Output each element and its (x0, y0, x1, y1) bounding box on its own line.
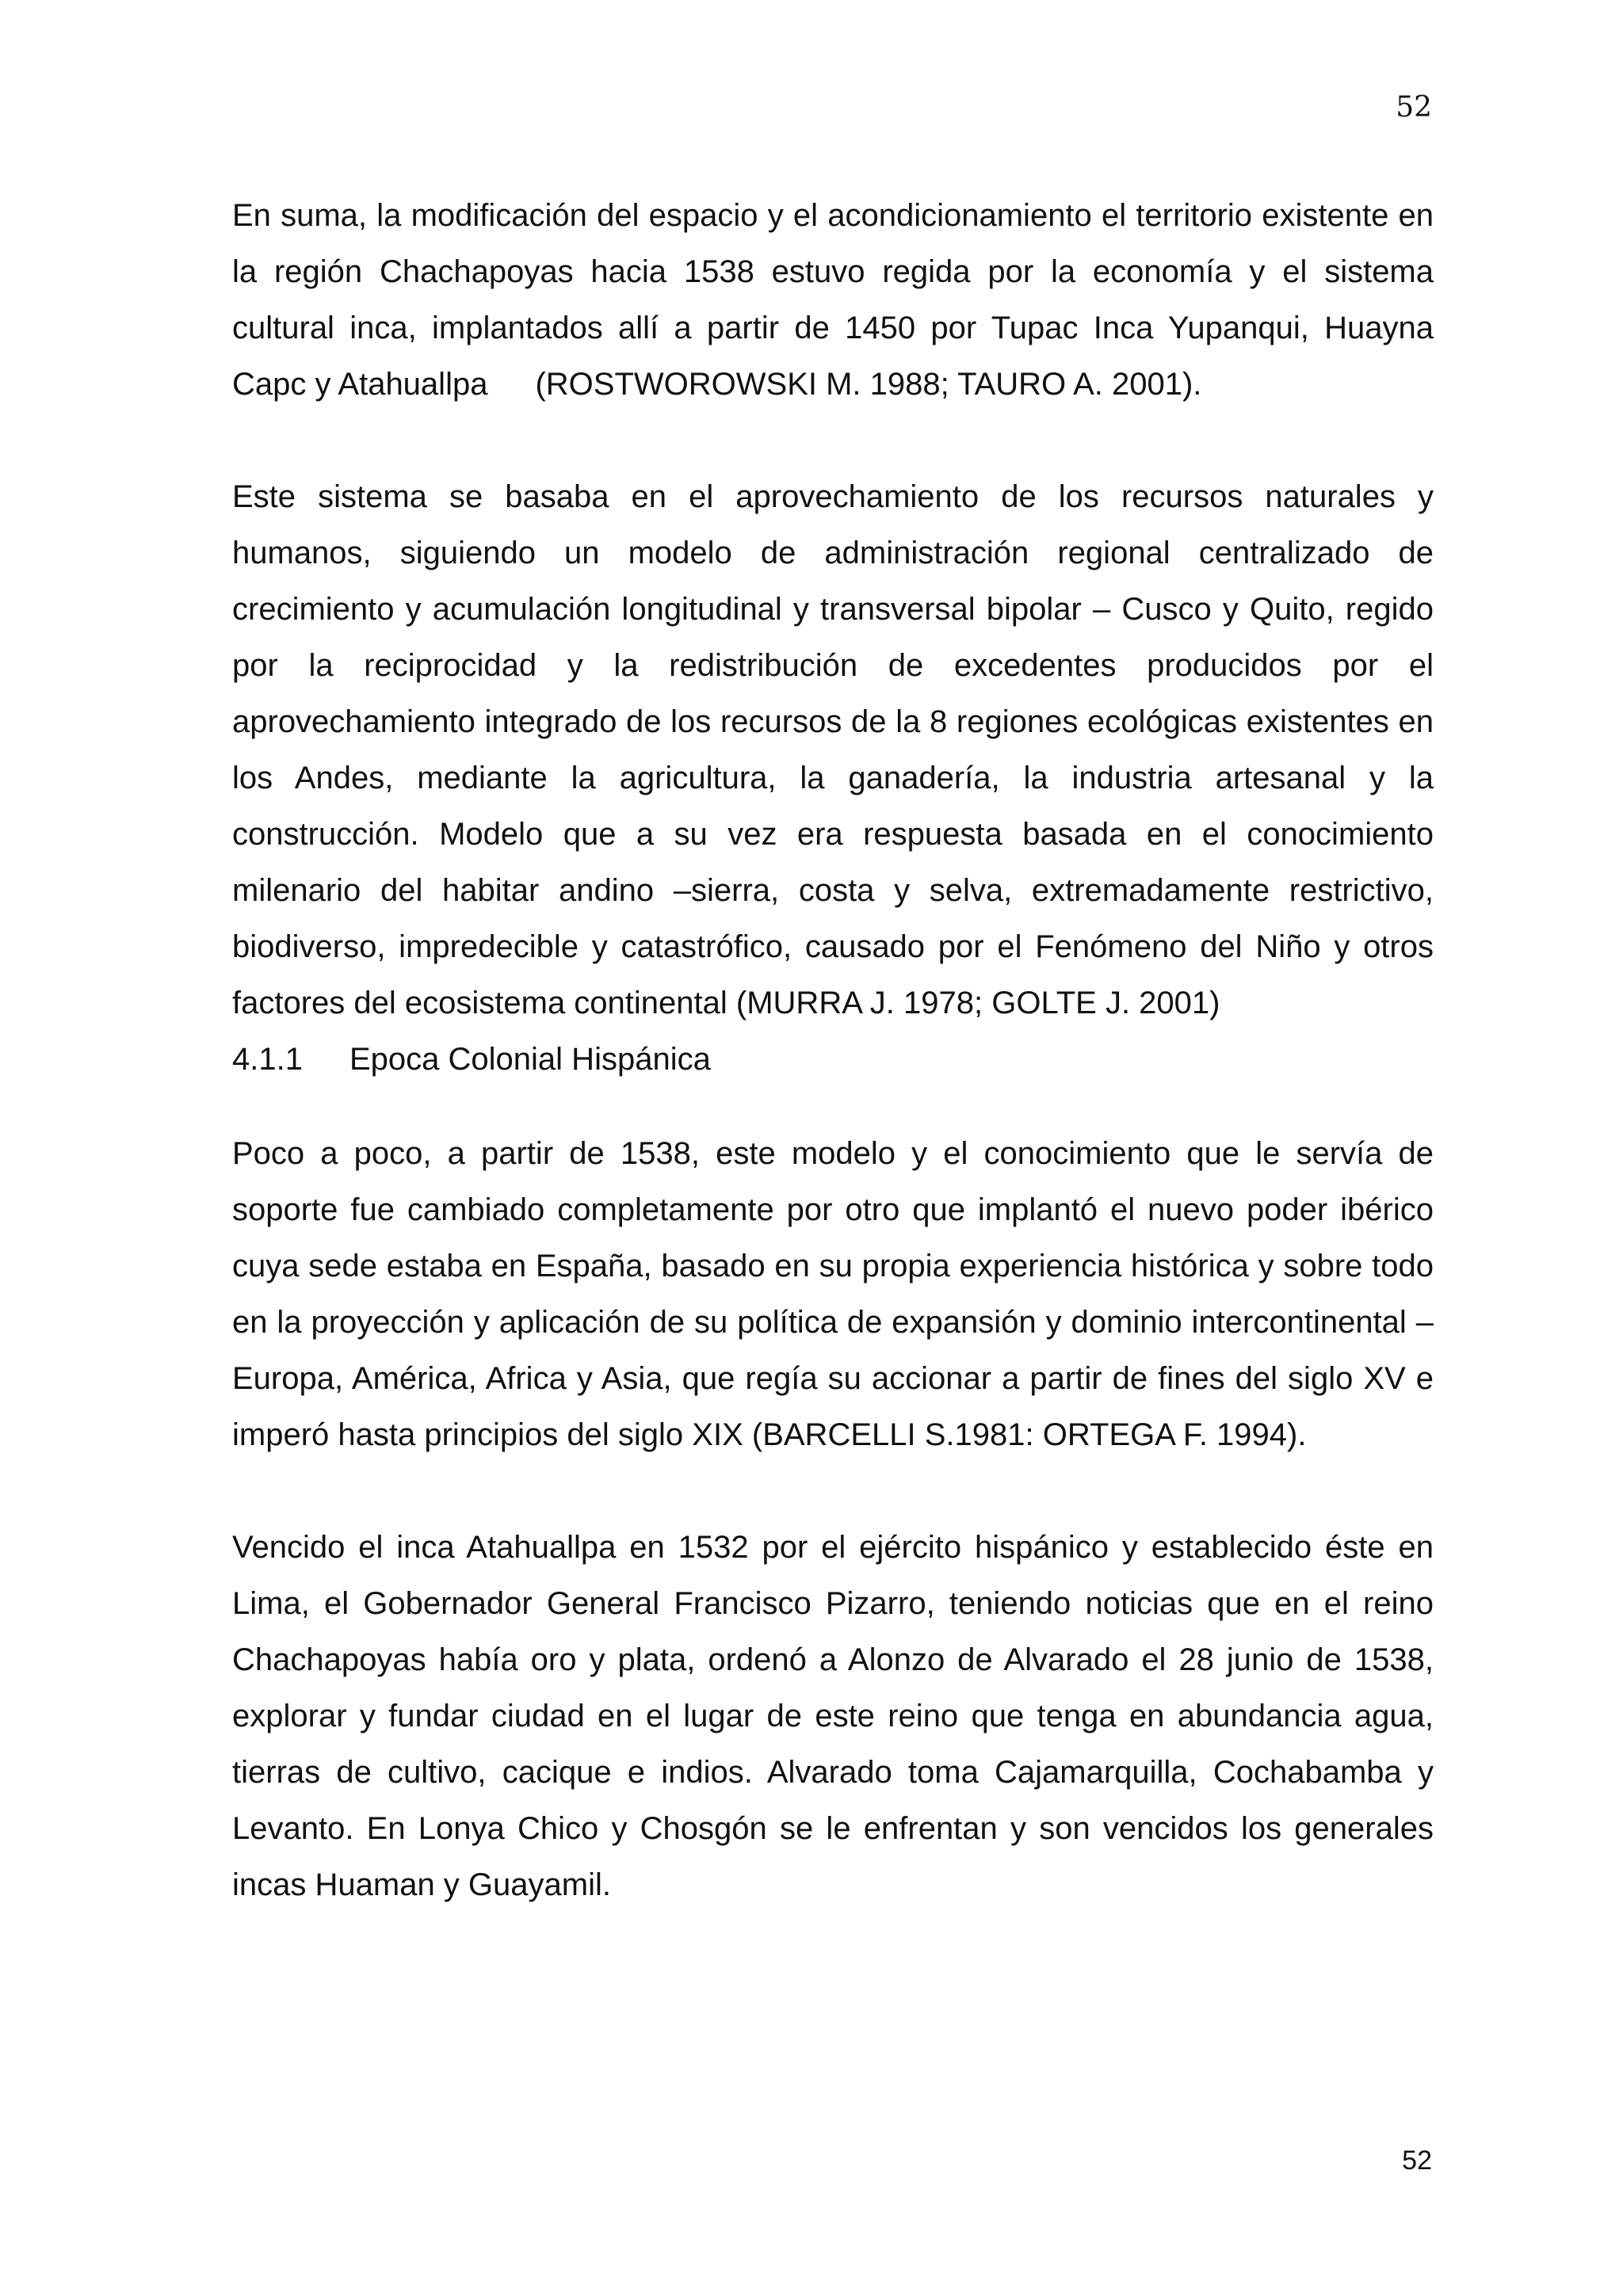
paragraph-3: Poco a poco, a partir de 1538, este modelo y el conocimiento que le servía de soporte fue cambiado completamente por otro que implantó el nuevo poder ibérico cuya sede estaba en España, basado en su propia experiencia histórica y sobre todo en la proyección y aplicación de su política de expansión y dominio intercontinental – Europa, América, Africa y Asia, que regía su accionar a partir de fines del siglo XV e imperó hasta principios del siglo XIX (BARCELLI S.1981: ORTEGA F. 1994). (232, 1136, 1434, 1452)
paragraph-1-citation: (ROSTWOROWSKI M. 1988; TAURO A. 2001). (535, 367, 1202, 402)
page-number-top: 52 (1396, 91, 1432, 124)
paragraph-2: Este sistema se basaba en el aprovechamiento de los recursos naturales y humanos, siguiendo un modelo de administración regional centralizado de crecimiento y acumulación longitudinal y transversal bipolar – Cusco y Quito, regido por la reciprocidad y la redistribución de excedentes producidos por el aprovechamiento integrado de los recursos de la 8 regiones ecológicas existentes en los Andes, mediante la agricultura, la ganadería, la industria artesanal y la construcción. Modelo que a su vez era respuesta basada en el conocimiento milenario del habitar andino –sierra, costa y selva, extremadamente restrictivo, biodiverso, impredecible y catastrófico, causado por el Fenómeno del Niño y otros factores del ecosistema continental (MURRA J. 1978; GOLTE J. 2001) (232, 479, 1434, 1020)
document-body (232, 188, 1434, 1913)
paragraph-1 (232, 188, 1434, 413)
paragraph-4: Vencido el inca Atahuallpa en 1532 por el ejército hispánico y establecido éste en Lima, el Gobernador General Francisco Pizarro, teniendo noticias que en el reino Chachapoyas había oro y plata, ordenó a Alonzo de Alvarado el 28 junio de 1538, explorar y fundar ciudad en el lugar de este reino que tenga en abundancia agua, tierras de cultivo, cacique e indios. Alvarado toma Cajamarquilla, Cochabamba y Levanto. En Lonya Chico y Chosgón se le enfrentan y son vencidos los generales incas Huaman y Guayamil. (232, 1530, 1434, 1902)
section-heading (232, 1032, 1434, 1088)
section-number: 4.1.1 (232, 1042, 303, 1077)
paragraph-1-text: En suma, la modificación del espacio y el acondicionamiento el territorio existente en la región Chachapoyas hacia 1538 estuvo regida por la economía y el sistema cultural inca, implantados allí a partir de 1450 por Tupac Inca Yupanqui, Huayna Capc y Atahuallpa (232, 198, 1434, 402)
page-number-bottom: 52 (1402, 2145, 1432, 2176)
section-title: Epoca Colonial Hispánica (349, 1042, 711, 1077)
